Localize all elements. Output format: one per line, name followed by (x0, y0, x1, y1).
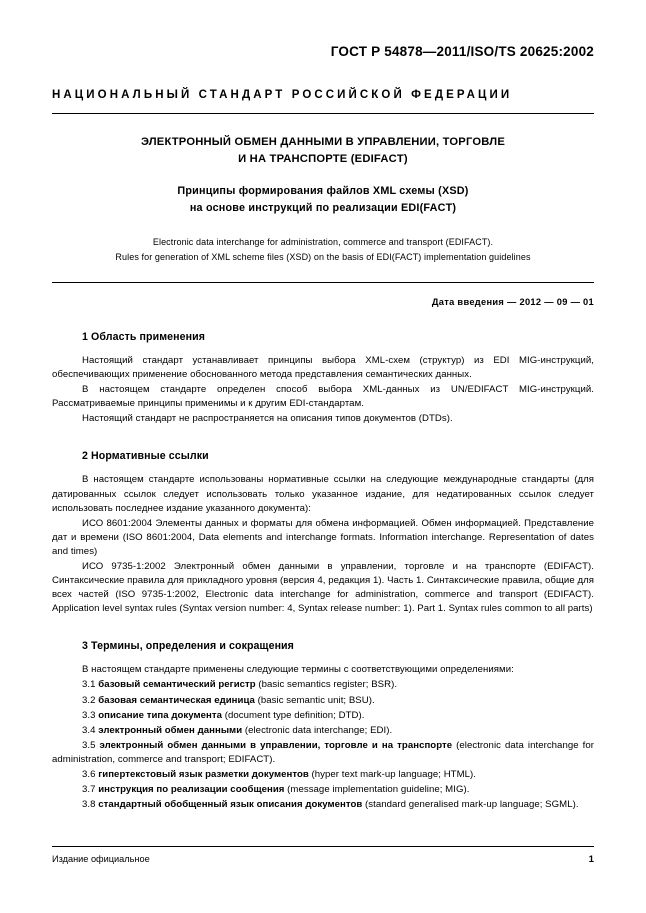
section-scope-paragraph-2: В настоящем стандарте определен способ выбора XML-данных из UN/EDIFACT MIG-инструкций. Рассматриваемые принципы применимы и к другим EDI-стандартам. (52, 384, 594, 410)
title-main-line2: И НА ТРАНСПОРТЕ (EDIFACT) (238, 153, 408, 166)
term-label: базовый семантический регистр (98, 679, 256, 691)
term-number: 3.5 (82, 739, 96, 751)
section-scope (52, 331, 594, 426)
term-label: базовая семантическая единица (98, 694, 255, 706)
title-main-line1: ЭЛЕКТРОННЫЙ ОБМЕН ДАННЫМИ В УПРАВЛЕНИИ, ТОРГОВЛЕ (141, 136, 505, 148)
divider-title (52, 282, 594, 283)
term-number: 3.4 (82, 724, 96, 736)
section-scope-paragraph-3: Настоящий стандарт не распространяется на описания типов документов (DTDs). (82, 413, 453, 425)
term-definition: (message implementation guideline; MIG). (284, 784, 470, 796)
term-item (52, 709, 594, 723)
term-definition: (basic semantic unit; BSU). (254, 694, 375, 706)
title-sub-line2: на основе инструкций по реализации EDI(FACT) (189, 201, 457, 214)
section-references-heading: 2 Нормативные ссылки (82, 450, 209, 463)
term-label: стандартный обобщенный язык описания документов (98, 799, 363, 811)
page-number: 1 (588, 854, 594, 865)
term-number: 3.7 (82, 784, 96, 796)
term-definition: (hyper text mark-up language; HTML). (308, 769, 476, 780)
section-terms-intro: В настоящем стандарте применены следующие термины с соответствующими определениями: (82, 664, 514, 676)
term-definition: (basic semantics register; BSR). (255, 679, 398, 691)
section-terms (52, 640, 594, 812)
section-references-paragraph-2: ИСО 8601:2004 Элементы данных и форматы для обмена информацией. Обмен информацией. Представление дат и времени (ISO 8601:2004, Data elements and interchange formats. Information interchange. Representation of dates and times) (52, 517, 594, 557)
term-item (52, 768, 594, 782)
standard-code: ГОСТ Р 54878—2011/ISO/TS 20625:2002 (330, 44, 594, 59)
term-item (52, 739, 594, 767)
term-number: 3.8 (82, 799, 96, 811)
section-references-paragraph-3: ИСО 9735-1:2002 Электронный обмен данными в управлении, торговле и на транспорте (EDIFACT). Синтаксические правила для прикладного уровня (версия 4, редакция 1). Часть 1. Синтаксические правила, общие для всех частей (ISO 9735-1:2002, Electronic data interchange for administration, commerce and transport (EDIFACT). Application level syntax rules (Syntax version number: 4, Syntax release number: 1). Part 1. Syntax rules common to all parts) (52, 560, 594, 615)
divider-footer (52, 846, 594, 847)
term-label: гипертекстовый язык разметки документов (98, 769, 309, 780)
term-definition: (electronic data interchange; EDI). (242, 724, 393, 736)
term-definition: (electronic data interchange for administration, commerce and transport; EDIFACT). (52, 739, 594, 765)
term-label: электронный обмен данными в управлении, торговле и на транспорте (99, 739, 453, 751)
title-block (52, 134, 594, 265)
term-label: электронный обмен данными (98, 724, 243, 736)
edition-note: Издание официальное (52, 854, 150, 864)
term-item (52, 798, 594, 812)
term-number: 3.1 (82, 679, 96, 691)
term-number: 3.2 (82, 694, 96, 706)
section-terms-heading: 3 Термины, определения и сокращения (82, 640, 294, 653)
term-item (52, 678, 594, 692)
term-label: инструкция по реализации сообщения (98, 784, 285, 796)
national-standard-heading: НАЦИОНАЛЬНЫЙ СТАНДАРТ РОССИЙСКОЙ ФЕДЕРАЦИИ (52, 89, 513, 101)
term-number: 3.6 (82, 769, 96, 780)
term-item (52, 783, 594, 797)
term-item (52, 694, 594, 708)
section-scope-heading: 1 Область применения (82, 330, 206, 343)
title-sub-line1: Принципы формирования файлов XML схемы (XSD) (177, 184, 469, 197)
divider-top (52, 113, 594, 114)
term-definition: (standard generalised mark-up language; SGML). (362, 799, 579, 811)
term-item (52, 724, 594, 738)
term-number: 3.3 (82, 709, 96, 721)
term-definition: (document type definition; DTD). (222, 709, 365, 721)
date-of-introduction: Дата введения — 2012 — 09 — 01 (431, 296, 594, 307)
term-label: описание типа документа (98, 709, 223, 721)
title-en-line1: Electronic data interchange for administration, commerce and transport (EDIFACT). (152, 237, 494, 248)
title-en-line2: Rules for generation of XML scheme files (XSD) on the basis of EDI(FACT) implementation guidelines (115, 252, 531, 263)
section-references (52, 450, 594, 616)
page-footer (52, 846, 594, 865)
section-references-paragraph-1: В настоящем стандарте использованы нормативные ссылки на следующие международные стандарты (для датированных ссылок следует использовать только указанное издание, для недатированных ссылок следует использовать последнее издание указанного документа): (52, 474, 594, 514)
section-scope-paragraph-1: Настоящий стандарт устанавливает принципы выбора XML-схем (структур) из EDI MIG-инструкций, обеспечивающих применение обоснованного метода представления семантических данных. (52, 354, 594, 381)
